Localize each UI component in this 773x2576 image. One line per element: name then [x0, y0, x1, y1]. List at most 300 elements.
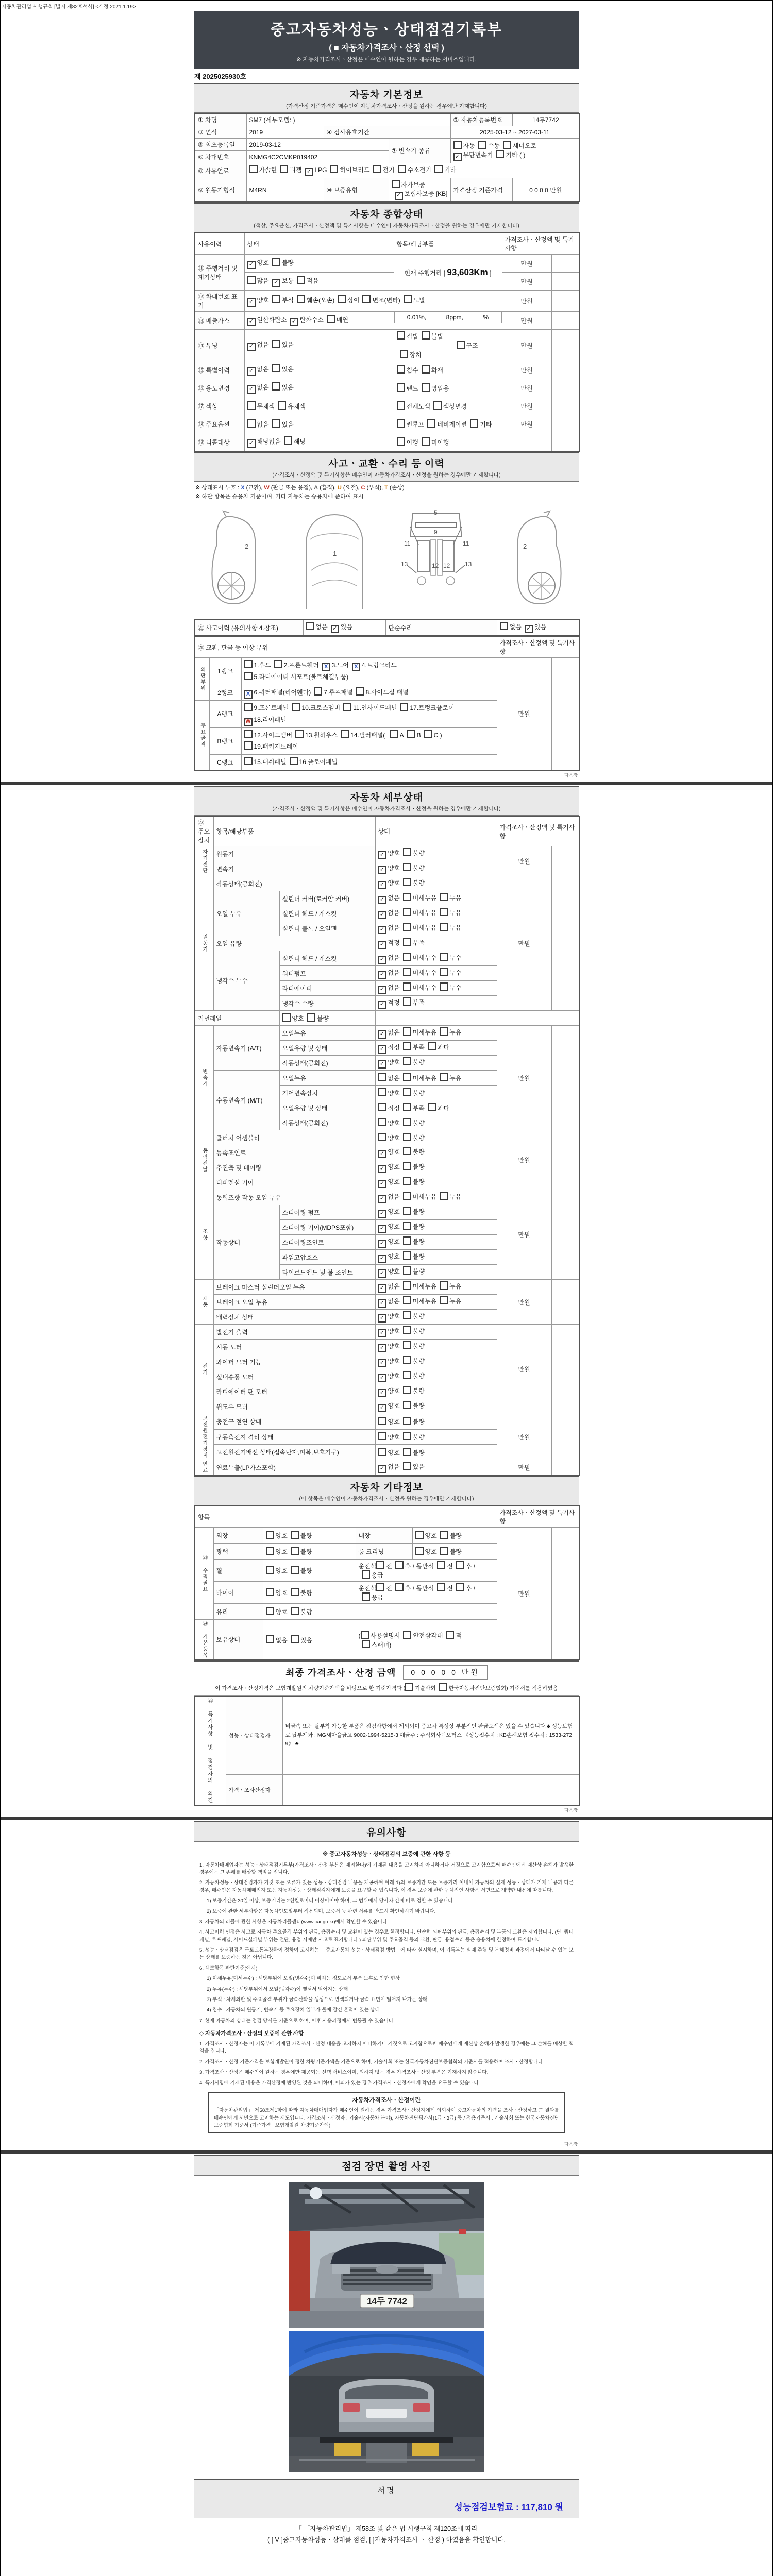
checkbox-option[interactable] — [453, 1585, 472, 1592]
checkbox-option[interactable] — [269, 341, 294, 348]
checkbox-icon[interactable] — [330, 165, 338, 173]
checkbox-option[interactable] — [247, 403, 275, 410]
checkbox-option[interactable] — [500, 623, 522, 631]
checkbox-option[interactable] — [281, 438, 306, 445]
checkbox-icon[interactable] — [403, 1386, 411, 1394]
checkbox-icon[interactable] — [403, 1281, 411, 1290]
checkbox-option[interactable] — [436, 954, 461, 961]
status-checkboxes[interactable] — [244, 433, 394, 452]
checkbox-option[interactable] — [378, 1402, 400, 1410]
checkbox-option[interactable] — [244, 732, 293, 739]
checkbox-option[interactable] — [249, 166, 277, 174]
checkbox-option[interactable] — [392, 181, 425, 189]
checkbox-icon[interactable] — [291, 1635, 299, 1643]
checkbox-option[interactable] — [311, 689, 352, 696]
status-checkboxes[interactable] — [375, 906, 497, 921]
checkbox-icon[interactable] — [403, 923, 411, 931]
checkbox-icon[interactable] — [397, 383, 405, 392]
checkbox-option[interactable] — [247, 421, 269, 428]
checkbox-option[interactable] — [288, 1589, 312, 1597]
checkbox-option[interactable] — [376, 1563, 392, 1570]
checkbox-icon[interactable]: ✓ — [378, 1344, 386, 1352]
checkbox-icon[interactable] — [292, 703, 300, 711]
checkbox-option[interactable] — [424, 421, 467, 428]
checkbox-icon[interactable] — [291, 1531, 299, 1539]
checkbox-icon[interactable]: ✓ — [378, 881, 386, 889]
checkbox-option[interactable] — [437, 1548, 462, 1555]
checkbox-option[interactable] — [434, 1585, 453, 1592]
checkbox-option[interactable] — [378, 1268, 400, 1275]
checkbox-option[interactable] — [247, 366, 269, 373]
checkbox-icon[interactable]: ✓ — [378, 1329, 386, 1337]
checkbox-option[interactable] — [475, 142, 500, 149]
checkbox-icon[interactable] — [247, 276, 256, 284]
checkbox-option[interactable] — [289, 704, 340, 711]
checkbox-option[interactable] — [304, 1015, 329, 1022]
checkbox-option[interactable] — [400, 1387, 425, 1395]
checkbox-option[interactable] — [400, 1075, 436, 1082]
checkbox-icon[interactable] — [403, 893, 411, 901]
checkbox-icon[interactable] — [390, 730, 398, 738]
checkbox-option[interactable] — [400, 1090, 425, 1097]
checkbox-icon[interactable] — [405, 1683, 413, 1691]
checkbox-icon[interactable] — [407, 730, 415, 738]
checkbox-icon[interactable] — [338, 295, 346, 303]
checkbox-option[interactable] — [271, 662, 319, 669]
status-checkboxes[interactable] — [244, 361, 394, 379]
checkbox-icon[interactable] — [428, 1103, 436, 1111]
checkbox-option[interactable] — [405, 1685, 436, 1691]
checkbox-icon[interactable] — [403, 1251, 411, 1260]
checkbox-icon[interactable]: ✓ — [378, 1465, 386, 1473]
checkbox-icon[interactable] — [437, 1561, 445, 1569]
checkbox-icon[interactable] — [422, 437, 430, 446]
checkbox-icon[interactable] — [456, 1583, 464, 1591]
checkbox-icon[interactable] — [500, 622, 508, 630]
checkbox-icon[interactable]: ✓ — [272, 279, 280, 287]
checkbox-icon[interactable] — [395, 1583, 404, 1591]
checkbox-option[interactable] — [288, 1567, 312, 1574]
signature-label[interactable]: 서명 — [377, 2486, 396, 2496]
checkbox-option[interactable] — [400, 1402, 425, 1410]
status-checkboxes[interactable] — [375, 1145, 497, 1160]
checkbox-option[interactable] — [378, 1223, 400, 1230]
checkbox-option[interactable] — [327, 166, 369, 174]
checkbox-icon[interactable]: ✓ — [247, 261, 256, 269]
panel-items[interactable] — [241, 700, 497, 727]
checkbox-icon[interactable] — [403, 982, 411, 991]
checkbox-option[interactable] — [400, 1148, 425, 1156]
checkbox-icon[interactable] — [440, 1192, 448, 1200]
checkbox-icon[interactable] — [403, 848, 411, 856]
checkbox-option[interactable] — [378, 1148, 400, 1156]
accident-history-options[interactable] — [303, 620, 385, 635]
checkbox-icon[interactable] — [440, 908, 448, 916]
status-checkboxes[interactable] — [244, 397, 394, 415]
checkbox-icon[interactable] — [400, 350, 408, 358]
checkbox-option[interactable] — [269, 366, 294, 373]
checkbox-option[interactable] — [436, 909, 461, 917]
checkbox-icon[interactable] — [297, 276, 305, 284]
checkbox-icon[interactable]: ✓ — [378, 1150, 386, 1158]
checkbox-option[interactable] — [359, 1641, 390, 1649]
checkbox-icon[interactable] — [266, 1566, 274, 1574]
checkbox-icon[interactable] — [403, 1341, 411, 1349]
checkbox-option[interactable] — [400, 1328, 425, 1335]
checkbox-icon[interactable]: ✓ — [378, 1404, 386, 1412]
checkbox-icon[interactable] — [244, 741, 253, 750]
checkbox-icon[interactable] — [440, 1073, 448, 1081]
checkbox-icon[interactable] — [291, 1547, 299, 1555]
checkbox-icon[interactable] — [291, 1566, 299, 1574]
checkbox-option[interactable] — [378, 1059, 400, 1066]
checkbox-icon[interactable]: ✓ — [378, 1225, 386, 1233]
status-checkboxes[interactable] — [375, 1175, 497, 1190]
checkbox-icon[interactable] — [422, 365, 430, 374]
status-checkboxes[interactable] — [375, 1250, 497, 1265]
checkbox-option[interactable] — [247, 316, 287, 324]
status-checkboxes[interactable] — [375, 1205, 497, 1220]
checkbox-icon[interactable] — [284, 436, 292, 445]
checkbox-option[interactable] — [244, 673, 349, 681]
checkbox-icon[interactable] — [244, 703, 253, 711]
status-checkboxes[interactable] — [375, 951, 497, 966]
checkbox-option[interactable] — [269, 297, 294, 304]
checkbox-option[interactable] — [269, 421, 294, 428]
checkbox-option[interactable] — [400, 939, 425, 946]
checkbox-icon[interactable] — [272, 382, 280, 391]
checkbox-option[interactable] — [395, 166, 431, 174]
panel-items[interactable] — [241, 658, 497, 685]
status-checkboxes[interactable] — [375, 876, 497, 891]
checkbox-option[interactable] — [400, 1253, 425, 1260]
checkbox-icon[interactable]: ✓ — [378, 926, 386, 934]
checkbox-option[interactable] — [282, 1015, 304, 1022]
status-checkboxes[interactable] — [375, 1280, 497, 1295]
checkbox-option[interactable] — [415, 1548, 437, 1555]
checkbox-option[interactable] — [400, 969, 436, 976]
checkbox-icon[interactable] — [358, 1631, 369, 1639]
checkbox-icon[interactable] — [244, 730, 253, 738]
checkbox-option[interactable] — [415, 1532, 437, 1539]
checkbox-option[interactable] — [378, 1044, 400, 1051]
checkbox-option[interactable] — [430, 403, 467, 410]
checkbox-icon[interactable] — [356, 687, 364, 696]
checkbox-icon[interactable] — [440, 982, 448, 991]
checkbox-icon[interactable]: ✓ — [378, 1284, 386, 1293]
checkbox-icon[interactable] — [400, 703, 408, 711]
status-checkboxes[interactable] — [375, 846, 497, 861]
checkbox-option[interactable] — [378, 984, 400, 991]
checkbox-option[interactable] — [378, 1313, 400, 1320]
checkbox-option[interactable] — [443, 1632, 462, 1639]
checkbox-option[interactable] — [453, 151, 493, 159]
checkbox-option[interactable] — [404, 732, 421, 739]
checkbox-icon[interactable] — [424, 730, 432, 738]
checkbox-option[interactable] — [244, 662, 271, 669]
checkbox-icon[interactable] — [403, 863, 411, 871]
checkbox-option[interactable] — [378, 909, 400, 917]
checkbox-icon[interactable] — [437, 1583, 445, 1591]
checkbox-icon[interactable]: ✓ — [378, 1180, 386, 1188]
status-checkboxes[interactable] — [375, 1086, 497, 1100]
checkbox-option[interactable] — [378, 954, 400, 961]
checkbox-icon[interactable] — [397, 365, 405, 374]
checkbox-icon[interactable] — [403, 1118, 411, 1126]
status-checkboxes[interactable] — [412, 1544, 497, 1560]
checkbox-option[interactable] — [340, 704, 397, 711]
panel-items[interactable] — [241, 685, 497, 700]
checkbox-option[interactable] — [467, 421, 492, 428]
checkbox-icon[interactable] — [376, 1583, 384, 1591]
checkbox-icon[interactable]: ✓ — [247, 367, 256, 376]
checkbox-icon[interactable] — [373, 165, 381, 173]
status-checkboxes[interactable] — [375, 981, 497, 996]
checkbox-option[interactable] — [353, 689, 409, 696]
checkbox-icon[interactable] — [307, 1013, 315, 1022]
checkbox-option[interactable] — [400, 1120, 425, 1127]
checkbox-option[interactable] — [397, 704, 454, 711]
checkbox-option[interactable] — [378, 1029, 400, 1036]
checkbox-icon[interactable] — [440, 1027, 448, 1036]
checkbox-icon[interactable] — [274, 660, 282, 668]
status-checkboxes[interactable] — [375, 1460, 497, 1476]
item-checkboxes[interactable] — [394, 397, 502, 415]
checkbox-icon[interactable]: X — [322, 663, 330, 671]
checkbox-option[interactable] — [437, 1532, 462, 1539]
checkbox-option[interactable] — [400, 1358, 425, 1365]
checkbox-option[interactable] — [294, 277, 318, 284]
status-checkboxes[interactable] — [263, 1544, 356, 1560]
checkbox-option[interactable] — [400, 865, 425, 872]
checkbox-option[interactable] — [378, 1283, 400, 1290]
checkbox-icon[interactable]: ✓ — [378, 1001, 386, 1009]
status-checkboxes[interactable] — [375, 1354, 497, 1369]
status-checkboxes[interactable] — [375, 1220, 497, 1235]
status-checkboxes[interactable] — [375, 1414, 497, 1430]
checkbox-icon[interactable] — [343, 703, 351, 711]
checkbox-icon[interactable] — [427, 419, 435, 428]
checkbox-option[interactable] — [436, 1283, 461, 1290]
checkbox-option[interactable] — [378, 1134, 400, 1142]
checkbox-icon[interactable] — [244, 660, 253, 668]
checkbox-icon[interactable] — [403, 1162, 411, 1170]
status-checkboxes[interactable] — [375, 1445, 497, 1460]
checkbox-option[interactable] — [359, 1572, 383, 1579]
checkbox-option[interactable] — [436, 1685, 507, 1691]
checkbox-icon[interactable] — [398, 165, 406, 173]
checkbox-icon[interactable]: ✓ — [378, 941, 386, 949]
checkbox-icon[interactable] — [266, 1635, 274, 1643]
checkbox-icon[interactable] — [440, 1281, 448, 1290]
checkbox-icon[interactable] — [503, 141, 511, 149]
checkbox-icon[interactable] — [341, 730, 349, 738]
checkbox-option[interactable] — [400, 1463, 425, 1470]
checkbox-option[interactable] — [247, 297, 269, 304]
checkbox-icon[interactable] — [362, 1592, 370, 1601]
checkbox-icon[interactable]: ✓ — [378, 1314, 386, 1323]
checkbox-icon[interactable] — [478, 141, 486, 149]
status-checkboxes[interactable] — [244, 312, 394, 330]
checkbox-icon[interactable] — [378, 1103, 386, 1111]
checkbox-option[interactable] — [378, 894, 400, 902]
checkbox-icon[interactable] — [403, 1133, 411, 1141]
checkbox-icon[interactable] — [403, 1192, 411, 1200]
checkbox-icon[interactable] — [496, 150, 504, 158]
checkbox-option[interactable] — [378, 1449, 400, 1456]
status-checkboxes[interactable] — [375, 1071, 497, 1086]
checkbox-option[interactable] — [369, 166, 394, 174]
checkbox-option[interactable] — [376, 1585, 392, 1592]
item-checkboxes[interactable] — [394, 433, 502, 452]
status-checkboxes[interactable] — [375, 1384, 497, 1399]
checkbox-icon[interactable] — [282, 1013, 291, 1022]
checkbox-icon[interactable] — [440, 968, 448, 976]
status-checkboxes[interactable] — [279, 1011, 375, 1026]
status-checkboxes[interactable] — [375, 936, 497, 951]
checkbox-icon[interactable] — [395, 1561, 404, 1569]
checkbox-option[interactable] — [400, 1313, 425, 1320]
checkbox-icon[interactable] — [415, 1547, 424, 1555]
checkbox-option[interactable] — [358, 1632, 400, 1639]
checkbox-option[interactable] — [400, 1238, 425, 1245]
checkbox-icon[interactable]: ✓ — [378, 1030, 386, 1039]
checkbox-icon[interactable]: ✓ — [378, 1389, 386, 1397]
checkbox-option[interactable] — [324, 316, 348, 324]
checkbox-icon[interactable] — [403, 1432, 411, 1440]
checkbox-icon[interactable] — [272, 258, 280, 266]
checkbox-icon[interactable] — [378, 1448, 386, 1456]
extra-checkboxes[interactable] — [356, 1560, 497, 1582]
checkbox-icon[interactable] — [428, 1042, 436, 1050]
checkbox-icon[interactable] — [266, 1547, 274, 1555]
checkbox-option[interactable] — [522, 623, 546, 631]
checkbox-option[interactable] — [378, 1105, 400, 1112]
checkbox-option[interactable] — [244, 716, 287, 723]
checkbox-option[interactable] — [400, 1283, 436, 1290]
checkbox-option[interactable] — [247, 277, 269, 284]
checkbox-option[interactable] — [378, 1163, 400, 1171]
checkbox-option[interactable] — [247, 438, 281, 445]
checkbox-option[interactable] — [400, 1193, 436, 1200]
checkbox-icon[interactable] — [403, 1073, 411, 1081]
checkbox-option[interactable] — [359, 297, 400, 304]
checkbox-option[interactable] — [334, 297, 359, 304]
checkbox-icon[interactable]: ✓ — [378, 986, 386, 994]
warranty-checkboxes[interactable] — [389, 178, 450, 202]
checkbox-option[interactable] — [436, 1029, 461, 1036]
checkbox-option[interactable] — [266, 1548, 288, 1555]
checkbox-option[interactable] — [453, 342, 478, 349]
checkbox-icon[interactable] — [362, 1640, 370, 1648]
checkbox-option[interactable] — [378, 1434, 400, 1441]
status-checkboxes[interactable] — [244, 415, 394, 433]
item-checkboxes[interactable] — [394, 379, 502, 397]
checkbox-icon[interactable] — [397, 437, 405, 446]
checkbox-option[interactable] — [397, 439, 418, 446]
status-checkboxes[interactable] — [244, 255, 394, 273]
checkbox-icon[interactable] — [362, 295, 371, 303]
checkbox-option[interactable] — [434, 1563, 453, 1570]
checkbox-option[interactable] — [378, 999, 400, 1006]
checkbox-icon[interactable] — [403, 1462, 411, 1470]
checkbox-option[interactable] — [378, 1253, 400, 1260]
checkbox-icon[interactable] — [403, 1401, 411, 1409]
checkbox-icon[interactable] — [440, 923, 448, 931]
checkbox-icon[interactable] — [456, 1561, 464, 1569]
checkbox-icon[interactable]: ✓ — [290, 318, 298, 326]
status-checkboxes[interactable] — [375, 1399, 497, 1414]
checkbox-icon[interactable]: ✓ — [395, 192, 403, 200]
checkbox-icon[interactable] — [403, 1088, 411, 1096]
status-checkboxes[interactable] — [375, 1130, 497, 1145]
checkbox-option[interactable] — [436, 894, 461, 902]
status-checkboxes[interactable] — [244, 330, 394, 361]
checkbox-option[interactable] — [378, 1120, 400, 1127]
checkbox-option[interactable] — [453, 142, 475, 149]
simple-repair-options[interactable] — [497, 620, 579, 635]
checkbox-option[interactable] — [244, 689, 311, 696]
checkbox-icon[interactable] — [314, 687, 322, 696]
checkbox-option[interactable] — [378, 924, 400, 931]
checkbox-icon[interactable] — [403, 968, 411, 976]
checkbox-icon[interactable] — [376, 1561, 384, 1569]
checkbox-icon[interactable] — [439, 1683, 447, 1691]
checkbox-icon[interactable] — [272, 364, 280, 372]
checkbox-option[interactable] — [301, 166, 327, 174]
checkbox-option[interactable] — [378, 1418, 400, 1426]
status-checkboxes[interactable] — [375, 1429, 497, 1445]
status-checkboxes[interactable] — [244, 379, 394, 397]
checkbox-option[interactable] — [378, 1178, 400, 1185]
checkbox-icon[interactable] — [403, 953, 411, 961]
checkbox-option[interactable] — [400, 850, 425, 857]
checkbox-option[interactable] — [266, 1637, 288, 1644]
checkbox-option[interactable] — [397, 351, 422, 359]
checkbox-icon[interactable] — [403, 1147, 411, 1155]
status-checkboxes[interactable] — [375, 1340, 497, 1354]
checkbox-icon[interactable]: ✓ — [378, 866, 386, 874]
checkbox-icon[interactable] — [378, 1133, 386, 1141]
checkbox-option[interactable] — [378, 1208, 400, 1215]
checkbox-option[interactable] — [400, 1105, 425, 1112]
checkbox-option[interactable] — [400, 1029, 436, 1036]
checkbox-icon[interactable] — [397, 401, 405, 410]
checkbox-option[interactable] — [400, 924, 436, 931]
checkbox-icon[interactable]: ✓ — [378, 1269, 386, 1278]
checkbox-icon[interactable] — [403, 1103, 411, 1111]
checkbox-option[interactable] — [400, 999, 425, 1006]
checkbox-option[interactable] — [421, 732, 439, 739]
checkbox-icon[interactable] — [397, 331, 405, 340]
checkbox-option[interactable] — [378, 865, 400, 872]
checkbox-option[interactable] — [397, 385, 418, 392]
checkbox-icon[interactable] — [397, 419, 405, 428]
checkbox-option[interactable] — [392, 1585, 411, 1592]
checkbox-option[interactable] — [378, 969, 400, 976]
checkbox-icon[interactable] — [327, 315, 335, 323]
status-checkboxes[interactable] — [375, 1310, 497, 1325]
status-checkboxes[interactable] — [375, 996, 497, 1011]
checkbox-option[interactable] — [288, 1637, 312, 1644]
status-checkboxes[interactable] — [263, 1620, 356, 1660]
checkbox-icon[interactable] — [290, 757, 298, 765]
checkbox-option[interactable] — [266, 1532, 288, 1539]
checkbox-icon[interactable] — [440, 1547, 448, 1555]
checkbox-icon[interactable] — [422, 331, 430, 340]
checkbox-icon[interactable] — [403, 1042, 411, 1050]
item-checkboxes[interactable] — [394, 330, 502, 361]
